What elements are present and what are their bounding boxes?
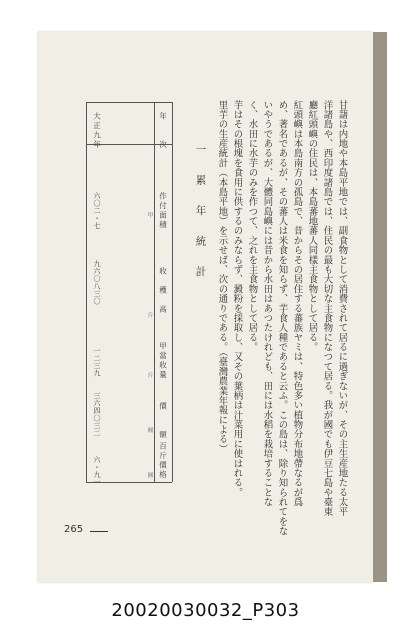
unit-label: 斤	[146, 372, 153, 378]
paragraph-line: 紅頭嶼は本島南方の孤島で、昔からその居住する蕃族ヤミは、特色多い植物分布地帶なるが爲	[291, 100, 303, 507]
unit-label: 圓	[146, 472, 153, 478]
unit-label: 甲	[146, 212, 153, 218]
file-caption: 20020030032_P303	[111, 600, 300, 621]
page-number: 265	[64, 524, 84, 535]
unit-label: 斤	[146, 312, 153, 318]
table-cell-value: 三六四〇三二	[93, 392, 101, 437]
paragraph-line: いやうであるが、大體同島嶼には昔から水田はあつたけれども、田には水稻を栽培することな	[261, 100, 273, 507]
table-row-year: 大正九年	[92, 112, 102, 150]
book-binding	[373, 32, 387, 582]
table-cell-per-area: 一二三九	[93, 347, 101, 377]
paragraph-line: 里芋の生産統計（本島平地）を示せば、次の通りである。（臺灣農業年報による）	[216, 100, 228, 454]
paragraph-line: 洋諸島や、西印度諸島では、住民の最も大切な主食物になつて居る。我が國でも伊豆七島や臺東	[321, 100, 333, 517]
table-header-per-area: 甲當收量	[158, 342, 168, 380]
paragraph-line: く、水田に水芋のみを作つて、之れを主食物として居る。	[246, 100, 258, 352]
table-header-price: 百斤價格	[158, 442, 168, 480]
paragraph-line: 芋はその根塊を食用に供するのみならず、澱粉を採取し、又その葉柄は汁菜用に使はれる。	[231, 100, 243, 498]
table-cell-area: 六〇二・七	[93, 192, 101, 230]
book-page	[38, 32, 373, 582]
paragraph-line: 甘藷は内地や本島平地では、副食物として消費されて居るに過ぎないが、その主生産地たる太平	[336, 100, 348, 517]
table-header-area: 作付面積	[158, 192, 168, 230]
table-cell-yield: 九六〇八三〇	[93, 260, 101, 305]
paragraph-line: め、著名であるが、その蕃人は米食を知らず、芋食人種であると云ふ。この島は、除り知られてをな	[276, 100, 288, 537]
table-cell-price: 六・九一	[93, 456, 101, 486]
table-header-yield: 收 穫 高	[158, 267, 168, 315]
paragraph-line: 廳紅頭嶼の住民は、本島蕃地蕃人同樣主食物として居る。	[306, 100, 318, 352]
unit-label: 圓	[146, 427, 153, 433]
table-header-value: 價 額	[158, 402, 168, 440]
page-number-rule	[90, 531, 108, 532]
table-header-year: 年 次	[158, 112, 168, 150]
section-heading: 一 累 年 統 計	[194, 144, 207, 281]
